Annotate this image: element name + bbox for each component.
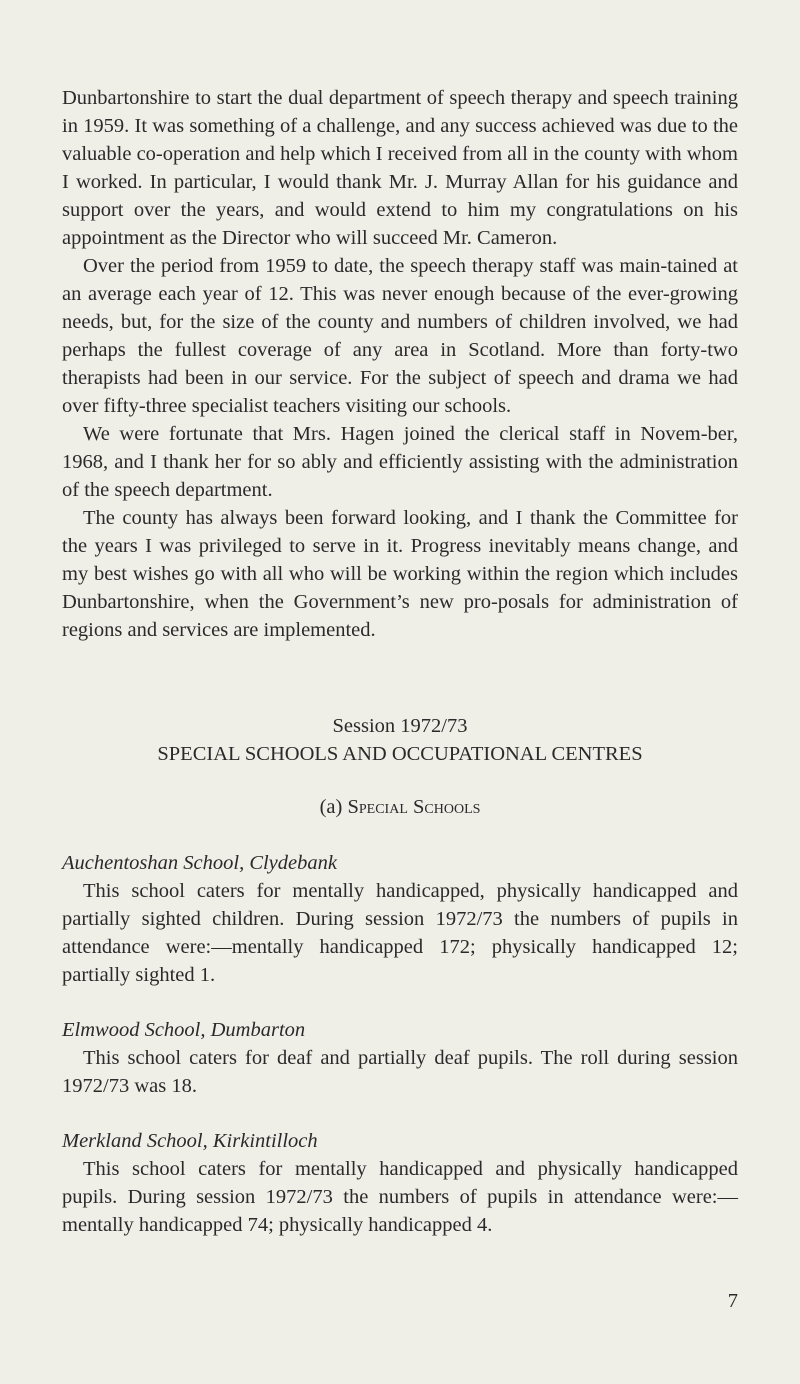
school-heading-auchentoshan: Auchentoshan School, Clydebank — [62, 852, 337, 874]
session-title: Session 1972/73 — [332, 715, 468, 737]
subsection-marker: (a) — [319, 796, 343, 818]
section-title: SPECIAL SCHOOLS AND OCCUPATIONAL CENTRES — [157, 743, 643, 765]
body-paragraph-1: Dunbartonshire to start the dual department of speech therapy and speech training in 1959. It was something of a challenge, and any success achieved was due to the valuable co-operation and help which I received from all in the county with whom I worked. In particular, I would thank Mr. J. Murray Allan for his guidance and support over the years, and would extend to him my congratulations on his appointment as the Director who will succeed Mr. Cameron. — [62, 87, 738, 249]
document-page — [62, 84, 738, 1239]
school-text-elmwood: This school caters for deaf and partially deaf pupils. The roll during session 1972/73 was 18. — [62, 1047, 738, 1097]
body-paragraph-4: The county has always been forward looking, and I thank the Committee for the years I was privileged to serve in it. Progress inevitably means change, and my best wishes go with all who will be working within the region which includes Dunbartonshire, when the Government’s new pro-posals for administration of regions and services are implemented. — [62, 507, 738, 641]
subsection-title — [62, 793, 738, 821]
page-number: 7 — [727, 1290, 738, 1312]
subsection-label: Special Schools — [347, 796, 481, 818]
school-heading-elmwood: Elmwood School, Dumbarton — [62, 1019, 306, 1041]
school-text-auchentoshan: This school caters for mentally handicapped, physically handicapped and partially sighted children. During session 1972/73 the numbers of pupils in attendance were:—mentally handicapped 172; physically handicapped 12; partially sighted 1. — [62, 880, 738, 986]
body-paragraph-2: Over the period from 1959 to date, the speech therapy staff was main-tained at an average each year of 12. This was never enough because of the ever-growing needs, but, for the size of the county and numbers of children involved, we had perhaps the fullest coverage of any area in Scotland. More than forty-two therapists had been in our service. For the subject of speech and drama we had over fifty-three specialist teachers visiting our schools. — [62, 255, 738, 417]
school-heading-merkland: Merkland School, Kirkintilloch — [62, 1130, 318, 1152]
body-paragraph-3: We were fortunate that Mrs. Hagen joined the clerical staff in Novem-ber, 1968, and I thank her for so ably and efficiently assisting with the administration of the speech department. — [62, 423, 738, 501]
school-text-merkland: This school caters for mentally handicapped and physically handicapped pupils. During session 1972/73 the numbers of pupils in attendance were:—mentally handicapped 74; physically handicapped 4. — [62, 1158, 738, 1236]
